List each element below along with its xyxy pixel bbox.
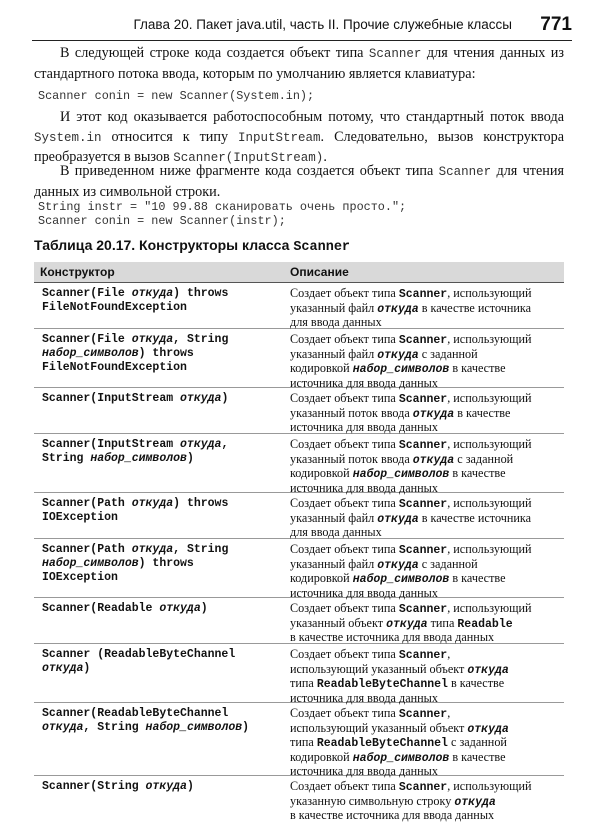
table-caption-code: Scanner: [293, 240, 351, 255]
table-row: [34, 329, 564, 388]
table-header: [34, 262, 564, 283]
description-cell: Создает объект типа Scanner, использующий указанный объект откуда типа ReadableByteChannel в качестве источника для ввода данных: [290, 647, 509, 705]
constructors-table: [34, 262, 564, 822]
table-row: [34, 598, 564, 644]
page-header: [32, 14, 572, 41]
para1-text-b: для чтения данных из стандартного потока ввода, которым по умолчанию является клавиатура:: [34, 45, 564, 82]
code-block-2: String instr = "10 99.88 сканировать очень просто."; Scanner conin = new Scanner(instr);: [38, 200, 407, 228]
table-row: [34, 283, 564, 329]
constructor-cell: Scanner(InputStream откуда): [42, 392, 229, 405]
description-cell: Создает объект типа Scanner, использующий указанный файл откуда с заданной кодировкой набор_символов в качестве источника для ввода данных: [290, 332, 532, 390]
para2-code-b: InputStream: [238, 130, 321, 145]
para2-text-c: . Следовательно, вызов конструктора преобразуется в вызов: [34, 128, 564, 165]
description-cell: Создает объект типа Scanner, использующий указанный файл откуда в качестве источника для ввода данных: [290, 286, 532, 329]
constructor-cell: Scanner(Readable откуда): [42, 602, 208, 615]
code-block-1: Scanner conin = new Scanner(System.in);: [38, 89, 315, 103]
constructor-cell: Scanner(File откуда) throws FileNotFoundException: [42, 287, 229, 314]
paragraph-1: [34, 44, 564, 84]
description-cell: Создает объект типа Scanner, использующий указанный файл откуда в качестве источника для ввода данных: [290, 496, 532, 539]
description-cell: Создает объект типа Scanner, использующий указанный поток ввода откуда в качестве источника для ввода данных: [290, 391, 532, 434]
para2-code-c: Scanner(InputStream): [173, 151, 324, 165]
constructor-cell: Scanner(Path откуда, String набор_символов) throws IOException: [42, 543, 229, 584]
para2-text-a: И этот код оказывается работоспособным потому, что стандартный поток ввода: [60, 109, 564, 125]
paragraph-2: [34, 108, 564, 169]
table-caption: [34, 237, 350, 255]
description-cell: Создает объект типа Scanner, использующий указанный поток ввода откуда с заданной кодировкой набор_символов в качестве источника для ввода данных: [290, 437, 532, 495]
chapter-title: Глава 20. Пакет java.util, часть II. Прочие служебные классы: [133, 17, 512, 32]
constructor-cell: Scanner(ReadableByteChannel откуда, String набор_символов): [42, 707, 250, 734]
para3-code: Scanner: [438, 165, 492, 179]
para3-text-a: В приведенном ниже фрагменте кода создается объект типа: [60, 163, 439, 179]
description-cell: Создает объект типа Scanner, использующий указанный объект откуда типа Readable в качестве источника для ввода данных: [290, 601, 532, 644]
constructor-cell: Scanner(File откуда, String набор_символов) throws FileNotFoundException: [42, 333, 229, 374]
column-header-description: Описание: [290, 265, 349, 279]
table-row: [34, 644, 564, 703]
table-row: [34, 388, 564, 434]
para2-code-a: System.in: [34, 130, 102, 145]
paragraph-3: [34, 162, 564, 202]
para2-text-d: .: [323, 149, 327, 165]
description-cell: Создает объект типа Scanner, использующий указанную символьную строку откуда в качестве источника для ввода данных: [290, 779, 532, 822]
table-row: [34, 539, 564, 598]
para1-text-a: В следующей строке кода создается объект типа: [60, 45, 369, 61]
table-row: [34, 493, 564, 539]
table-row: [34, 776, 564, 822]
constructor-cell: Scanner(String откуда): [42, 780, 194, 793]
table-row: [34, 703, 564, 776]
constructor-cell: Scanner(Path откуда) throws IOException: [42, 497, 229, 524]
description-cell: Создает объект типа Scanner, использующий указанный объект откуда типа ReadableByteChannel с заданной кодировкой набор_символов в качестве источника для ввода данных: [290, 706, 509, 778]
constructor-cell: Scanner(InputStream откуда, String набор_символов): [42, 438, 229, 465]
page-number: 771: [540, 14, 572, 35]
para3-text-b: для чтения данных из символьной строки.: [34, 163, 564, 200]
column-header-constructor: Конструктор: [40, 265, 115, 279]
para2-text-b: относится к типу: [101, 128, 239, 145]
constructor-cell: Scanner (ReadableByteChannel откуда): [42, 648, 236, 675]
description-cell: Создает объект типа Scanner, использующий указанный файл откуда с заданной кодировкой набор_символов в качестве источника для ввода данных: [290, 542, 532, 600]
para1-code: Scanner: [368, 47, 422, 61]
table-row: [34, 434, 564, 493]
table-caption-text: Таблица 20.17. Конструкторы класса: [34, 237, 294, 253]
